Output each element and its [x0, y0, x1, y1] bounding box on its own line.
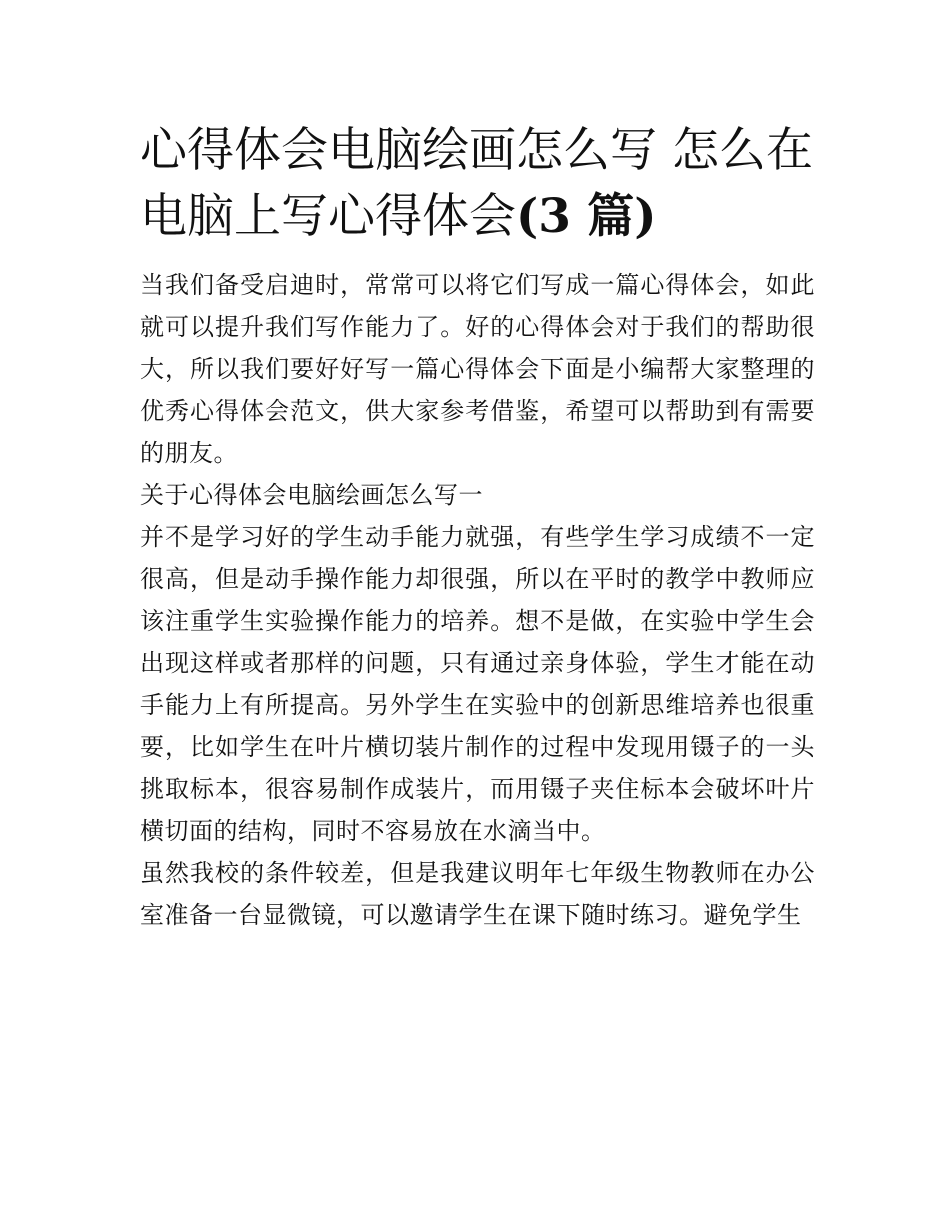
document-title-main: 心得体会电脑绘画怎么写 怎么在电脑上写心得体会	[140, 123, 813, 244]
document-content	[140, 118, 815, 936]
section-heading: 关于心得体会电脑绘画怎么写一	[140, 481, 483, 509]
document-title-suffix: (3 篇)	[516, 189, 657, 244]
intro-paragraph: 当我们备受启迪时，常常可以将它们写成一篇心得体会，如此就可以提升我们写作能力了。好的心得体会对于我们的帮助很大，所以我们要好好写一篇心得体会下面是小编帮大家整理的优秀心得体会范文，供大家参考借鉴，希望可以帮助到有需要的朋友。	[140, 271, 815, 467]
document-title	[140, 118, 815, 250]
body-paragraph: 并不是学习好的学生动手能力就强，有些学生学习成绩不一定很高，但是动手操作能力却很强，所以在平时的教学中教师应该注重学生实验操作能力的培养。想不是做，在实验中学生会出现这样或者那样的问题，只有通过亲身体验，学生才能在动手能力上有所提高。另外学生在实验中的创新思维培养也很重要，比如学生在叶片横切装片制作的过程中发现用镊子的一头挑取标本，很容易制作成装片，而用镊子夹住标本会破坏叶片横切面的结构，同时不容易放在水滴当中。	[140, 523, 815, 845]
document-body	[140, 264, 815, 936]
body-paragraph: 虽然我校的条件较差，但是我建议明年七年级生物教师在办公室准备一台显微镜，可以邀请学生在课下随时练习。避免学生	[140, 859, 815, 929]
